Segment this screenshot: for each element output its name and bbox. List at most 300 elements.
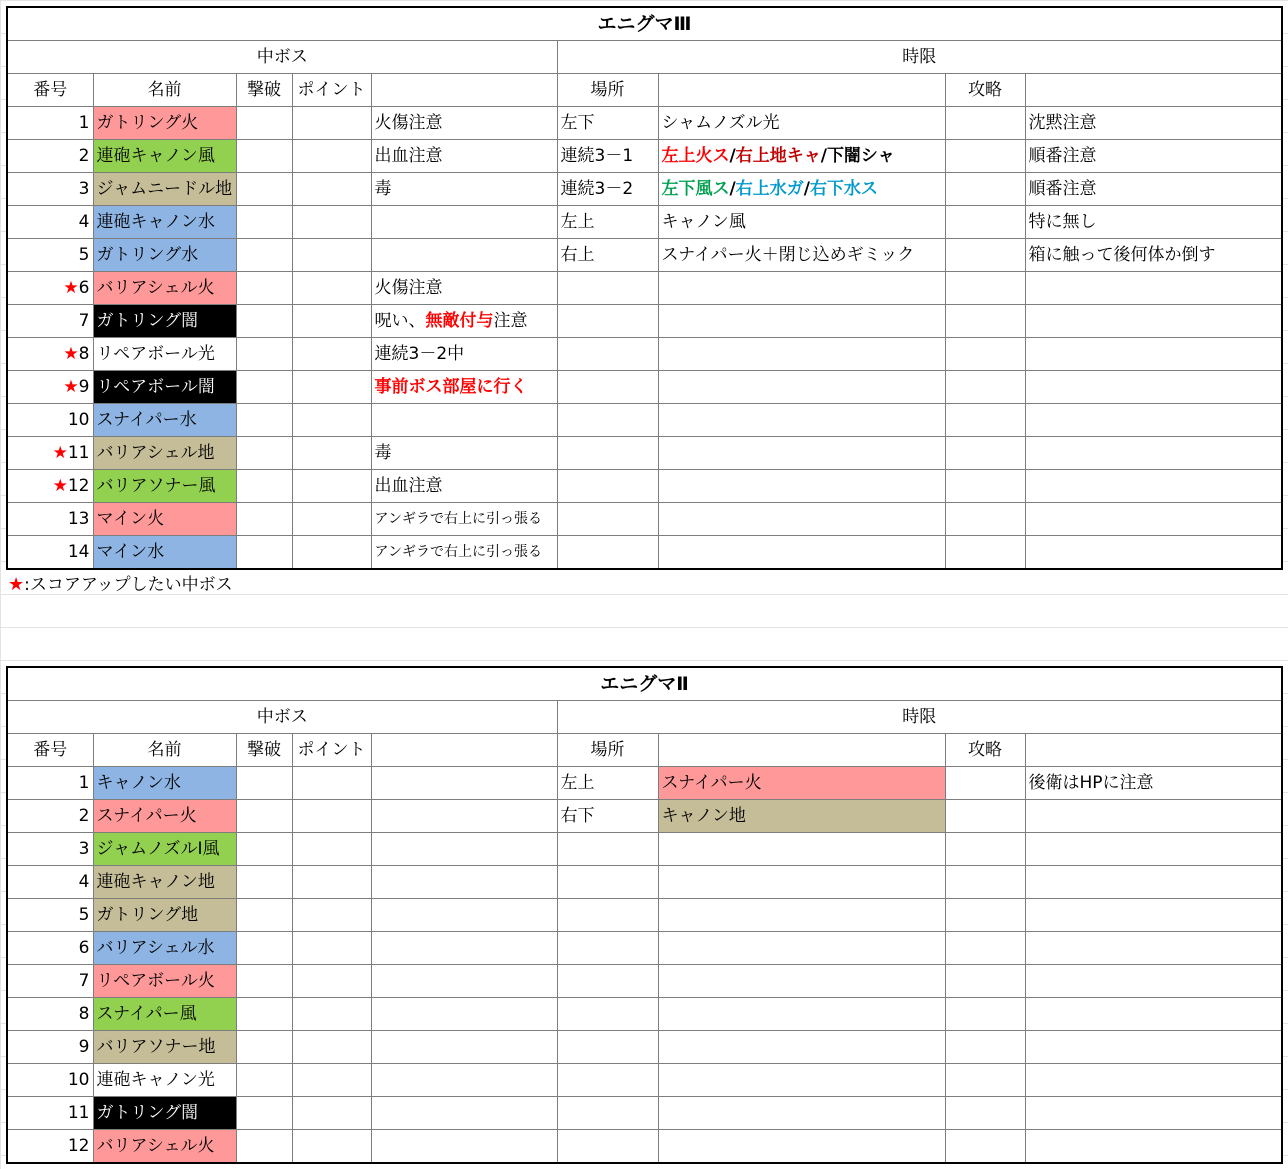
number-cell[interactable]: 12 — [7, 1130, 93, 1164]
target-cell[interactable] — [658, 338, 945, 371]
header-target[interactable] — [658, 734, 945, 767]
attack-note-cell[interactable] — [1025, 932, 1282, 965]
number-cell[interactable]: 2 — [7, 800, 93, 833]
name-cell[interactable]: バリアソナー風 — [93, 470, 236, 503]
attack-cell[interactable] — [945, 833, 1025, 866]
defeat-cell[interactable] — [236, 932, 292, 965]
place-cell[interactable]: 右下 — [557, 800, 658, 833]
attack-cell[interactable] — [945, 140, 1025, 173]
target-cell[interactable] — [658, 272, 945, 305]
target-cell[interactable] — [658, 404, 945, 437]
header-place[interactable]: 場所 — [557, 734, 658, 767]
note-cell[interactable] — [371, 800, 557, 833]
name-cell[interactable]: リペアボール闇 — [93, 371, 236, 404]
name-cell[interactable]: マイン火 — [93, 503, 236, 536]
attack-note-cell[interactable] — [1025, 437, 1282, 470]
table-row — [7, 866, 1282, 899]
table-row — [7, 470, 1282, 503]
number-cell[interactable] — [7, 503, 93, 536]
defeat-cell[interactable] — [236, 1097, 292, 1130]
attack-note-cell[interactable] — [1025, 404, 1282, 437]
point-cell[interactable] — [292, 965, 371, 998]
name-cell[interactable]: ガトリング闇 — [93, 305, 236, 338]
defeat-cell[interactable] — [236, 1130, 292, 1164]
table-row — [7, 404, 1282, 437]
number-text: 6 — [78, 278, 90, 298]
header-attack-note[interactable] — [1025, 734, 1282, 767]
point-cell[interactable] — [292, 899, 371, 932]
attack-cell[interactable] — [945, 206, 1025, 239]
number-cell[interactable]: 11 — [7, 1097, 93, 1130]
place-cell[interactable] — [557, 932, 658, 965]
place-cell[interactable]: 右上 — [557, 239, 658, 272]
defeat-cell[interactable] — [236, 239, 292, 272]
note-cell[interactable]: アンギラで右上に引っ張る — [371, 503, 557, 536]
number-cell[interactable]: 5 — [7, 899, 93, 932]
note-cell[interactable]: 出血注意 — [371, 470, 557, 503]
name-cell[interactable]: ジャムニードル地 — [93, 173, 236, 206]
number-text: 3 — [78, 179, 90, 199]
attack-cell[interactable] — [945, 1031, 1025, 1064]
point-cell[interactable] — [292, 206, 371, 239]
place-cell[interactable] — [557, 866, 658, 899]
point-cell[interactable] — [292, 305, 371, 338]
table-row — [7, 272, 1282, 305]
number-cell[interactable]: 8 — [7, 998, 93, 1031]
point-cell[interactable] — [292, 1064, 371, 1097]
name-cell[interactable]: バリアシェル火 — [93, 1130, 236, 1164]
point-cell[interactable] — [292, 1130, 371, 1164]
note-cell[interactable] — [371, 1064, 557, 1097]
point-cell[interactable] — [292, 272, 371, 305]
note-cell[interactable]: 毒 — [371, 437, 557, 470]
place-cell[interactable]: 左上 — [557, 767, 658, 800]
table-row — [7, 1130, 1282, 1164]
note-cell[interactable]: 火傷注意 — [371, 107, 557, 140]
place-cell[interactable] — [557, 1064, 658, 1097]
number-text: 9 — [78, 377, 90, 397]
defeat-cell[interactable] — [236, 371, 292, 404]
point-cell[interactable] — [292, 536, 371, 570]
number-cell[interactable]: 4 — [7, 866, 93, 899]
place-cell[interactable] — [557, 899, 658, 932]
legend-text: :スコアアップしたい中ボス — [24, 575, 233, 595]
number-cell[interactable]: 3 — [7, 833, 93, 866]
header-name[interactable]: 名前 — [93, 74, 236, 107]
attack-cell[interactable] — [945, 173, 1025, 206]
note-cell[interactable] — [371, 404, 557, 437]
number-cell[interactable] — [7, 371, 93, 404]
number-cell[interactable] — [7, 437, 93, 470]
defeat-cell[interactable] — [236, 437, 292, 470]
name-cell[interactable]: ガトリング水 — [93, 239, 236, 272]
attack-cell[interactable] — [945, 470, 1025, 503]
number-cell[interactable] — [7, 536, 93, 570]
attack-cell[interactable] — [945, 1064, 1025, 1097]
note-cell[interactable]: 連続3－2中 — [371, 338, 557, 371]
defeat-cell[interactable] — [236, 338, 292, 371]
section-timed[interactable]: 時限 — [557, 701, 1282, 734]
attack-note-cell[interactable] — [1025, 1064, 1282, 1097]
name-cell[interactable]: リペアボール火 — [93, 965, 236, 998]
header-target[interactable] — [658, 74, 945, 107]
target-cell[interactable] — [658, 1130, 945, 1164]
table-row — [7, 800, 1282, 833]
attack-note-cell[interactable] — [1025, 866, 1282, 899]
point-cell[interactable] — [292, 866, 371, 899]
target-cell[interactable] — [658, 371, 945, 404]
number-text: 12 — [67, 476, 90, 496]
header-number[interactable]: 番号 — [7, 74, 93, 107]
table-row — [7, 932, 1282, 965]
attack-cell[interactable] — [945, 437, 1025, 470]
table-row — [7, 371, 1282, 404]
attack-cell[interactable] — [945, 965, 1025, 998]
number-cell[interactable] — [7, 305, 93, 338]
table-row — [7, 338, 1282, 371]
name-cell[interactable]: バリアソナー地 — [93, 1031, 236, 1064]
place-cell[interactable] — [557, 272, 658, 305]
point-cell[interactable] — [292, 338, 371, 371]
place-cell[interactable] — [557, 470, 658, 503]
table-row — [7, 503, 1282, 536]
target-part: 右上地キャ — [735, 146, 821, 166]
name-cell[interactable]: ジャムノズルI風 — [93, 833, 236, 866]
point-cell[interactable] — [292, 371, 371, 404]
place-cell[interactable] — [557, 338, 658, 371]
point-cell[interactable] — [292, 932, 371, 965]
name-cell[interactable]: キャノン水 — [93, 767, 236, 800]
name-cell[interactable]: ガトリング闇 — [93, 1097, 236, 1130]
star-icon: ★ — [63, 377, 79, 397]
target-cell[interactable]: スナイパー火＋閉じ込めギミック — [658, 239, 945, 272]
target-part: 左下風ス — [661, 179, 730, 199]
header-name[interactable]: 名前 — [93, 734, 236, 767]
note-cell[interactable] — [371, 932, 557, 965]
place-cell[interactable] — [557, 1031, 658, 1064]
target-cell[interactable] — [658, 932, 945, 965]
attack-note-cell[interactable] — [1025, 965, 1282, 998]
note-cell[interactable]: 事前ボス部屋に行く — [371, 371, 557, 404]
header-attack-note[interactable] — [1025, 74, 1282, 107]
place-cell[interactable] — [557, 305, 658, 338]
defeat-cell[interactable] — [236, 536, 292, 570]
attack-cell[interactable] — [945, 404, 1025, 437]
header-attack[interactable]: 攻略 — [945, 734, 1025, 767]
target-cell[interactable]: キャノン地 — [658, 800, 945, 833]
header-place[interactable]: 場所 — [557, 74, 658, 107]
attack-cell[interactable] — [945, 338, 1025, 371]
number-cell[interactable] — [7, 173, 93, 206]
star-icon: ★ — [63, 278, 79, 298]
point-cell[interactable] — [292, 767, 371, 800]
note-cell[interactable]: アンギラで右上に引っ張る — [371, 536, 557, 570]
defeat-cell[interactable] — [236, 107, 292, 140]
table-row — [7, 305, 1282, 338]
table-row — [7, 833, 1282, 866]
place-cell[interactable] — [557, 371, 658, 404]
name-cell[interactable]: バリアシェル水 — [93, 932, 236, 965]
attack-note-cell[interactable]: 箱に触って後何体か倒す — [1025, 239, 1282, 272]
target-cell[interactable]: キャノン風 — [658, 206, 945, 239]
name-cell[interactable]: 連砲キャノン風 — [93, 140, 236, 173]
attack-note-cell[interactable] — [1025, 998, 1282, 1031]
name-cell[interactable]: バリアシェル地 — [93, 437, 236, 470]
defeat-cell[interactable] — [236, 1064, 292, 1097]
number-cell[interactable] — [7, 470, 93, 503]
number-cell[interactable] — [7, 206, 93, 239]
number-cell[interactable]: 1 — [7, 767, 93, 800]
target-cell[interactable] — [658, 965, 945, 998]
place-cell[interactable] — [557, 833, 658, 866]
note-cell[interactable] — [371, 1097, 557, 1130]
note-part: 無敵付与 — [425, 311, 494, 331]
attack-cell[interactable] — [945, 1130, 1025, 1164]
number-cell[interactable] — [7, 140, 93, 173]
point-cell[interactable] — [292, 107, 371, 140]
enigma2-table — [6, 666, 1283, 1164]
number-cell[interactable]: 7 — [7, 965, 93, 998]
header-attack[interactable]: 攻略 — [945, 74, 1025, 107]
place-cell[interactable]: 左下 — [557, 107, 658, 140]
attack-note-cell[interactable]: 順番注意 — [1025, 173, 1282, 206]
header-point[interactable]: ポイント — [292, 734, 371, 767]
target-cell[interactable] — [658, 1064, 945, 1097]
attack-cell[interactable] — [945, 239, 1025, 272]
target-cell[interactable] — [658, 305, 945, 338]
header-note[interactable] — [371, 74, 557, 107]
attack-cell[interactable] — [945, 272, 1025, 305]
name-cell[interactable]: ガトリング火 — [93, 107, 236, 140]
attack-note-cell[interactable] — [1025, 536, 1282, 570]
number-cell[interactable]: 9 — [7, 1031, 93, 1064]
defeat-cell[interactable] — [236, 173, 292, 206]
target-sep: / — [729, 146, 736, 166]
legend[interactable] — [8, 573, 233, 597]
name-cell[interactable]: マイン水 — [93, 536, 236, 570]
attack-note-cell[interactable]: 後衛はHPに注意 — [1025, 767, 1282, 800]
point-cell[interactable] — [292, 833, 371, 866]
attack-cell[interactable] — [945, 107, 1025, 140]
defeat-cell[interactable] — [236, 899, 292, 932]
name-cell[interactable]: スナイパー火 — [93, 800, 236, 833]
number-text: 7 — [78, 311, 90, 331]
point-cell[interactable] — [292, 437, 371, 470]
place-cell[interactable]: 連続3－1 — [557, 140, 658, 173]
attack-note-cell[interactable] — [1025, 503, 1282, 536]
note-cell[interactable] — [371, 998, 557, 1031]
attack-note-cell[interactable]: 特に無し — [1025, 206, 1282, 239]
number-cell[interactable] — [7, 404, 93, 437]
number-cell[interactable] — [7, 272, 93, 305]
attack-cell[interactable] — [945, 371, 1025, 404]
target-cell[interactable]: シャムノズル光 — [658, 107, 945, 140]
header-defeat[interactable]: 撃破 — [236, 74, 292, 107]
target-cell[interactable] — [658, 503, 945, 536]
attack-cell[interactable] — [945, 1097, 1025, 1130]
name-cell[interactable]: スナイパー水 — [93, 404, 236, 437]
target-cell[interactable] — [658, 1031, 945, 1064]
target-cell[interactable] — [658, 437, 945, 470]
attack-note-cell[interactable] — [1025, 1097, 1282, 1130]
attack-cell[interactable] — [945, 800, 1025, 833]
attack-note-cell[interactable] — [1025, 899, 1282, 932]
defeat-cell[interactable] — [236, 404, 292, 437]
point-cell[interactable] — [292, 470, 371, 503]
target-cell[interactable] — [658, 833, 945, 866]
target-cell[interactable]: スナイパー火 — [658, 767, 945, 800]
place-cell[interactable] — [557, 437, 658, 470]
target-cell[interactable] — [658, 470, 945, 503]
section-midboss[interactable]: 中ボス — [7, 41, 557, 74]
defeat-cell[interactable] — [236, 833, 292, 866]
attack-cell[interactable] — [945, 998, 1025, 1031]
name-cell[interactable]: 連砲キャノン水 — [93, 206, 236, 239]
point-cell[interactable] — [292, 998, 371, 1031]
number-cell[interactable] — [7, 239, 93, 272]
name-cell[interactable]: 連砲キャノン光 — [93, 1064, 236, 1097]
attack-note-cell[interactable] — [1025, 338, 1282, 371]
defeat-cell[interactable] — [236, 305, 292, 338]
header-defeat[interactable]: 撃破 — [236, 734, 292, 767]
target-part: 右上水ガ — [735, 179, 804, 199]
attack-note-cell[interactable] — [1025, 305, 1282, 338]
place-cell[interactable]: 左上 — [557, 206, 658, 239]
attack-note-cell[interactable] — [1025, 1031, 1282, 1064]
star-icon: ★ — [52, 443, 68, 463]
note-cell[interactable] — [371, 833, 557, 866]
point-cell[interactable] — [292, 404, 371, 437]
defeat-cell[interactable] — [236, 1031, 292, 1064]
number-cell[interactable]: 6 — [7, 932, 93, 965]
point-cell[interactable] — [292, 800, 371, 833]
attack-note-cell[interactable] — [1025, 800, 1282, 833]
place-cell[interactable] — [557, 1097, 658, 1130]
target-cell[interactable] — [658, 173, 945, 206]
header-point[interactable]: ポイント — [292, 74, 371, 107]
table-row — [7, 899, 1282, 932]
table-row — [7, 173, 1282, 206]
place-cell[interactable]: 連続3－2 — [557, 173, 658, 206]
table-row — [7, 536, 1282, 570]
section-timed[interactable]: 時限 — [557, 41, 1282, 74]
attack-note-cell[interactable] — [1025, 371, 1282, 404]
target-cell[interactable] — [658, 998, 945, 1031]
point-cell[interactable] — [292, 239, 371, 272]
note-cell[interactable] — [371, 899, 557, 932]
place-cell[interactable] — [557, 1130, 658, 1164]
place-cell[interactable] — [557, 404, 658, 437]
point-cell[interactable] — [292, 1031, 371, 1064]
name-cell[interactable]: バリアシェル火 — [93, 272, 236, 305]
defeat-cell[interactable] — [236, 140, 292, 173]
name-cell[interactable]: スナイパー風 — [93, 998, 236, 1031]
attack-note-cell[interactable]: 沈黙注意 — [1025, 107, 1282, 140]
target-cell[interactable] — [658, 536, 945, 570]
attack-cell[interactable] — [945, 866, 1025, 899]
number-text: 4 — [78, 212, 90, 232]
table-row — [7, 767, 1282, 800]
sheet-title[interactable]: エニグマⅡ — [7, 667, 1282, 701]
attack-note-cell[interactable] — [1025, 470, 1282, 503]
defeat-cell[interactable] — [236, 866, 292, 899]
attack-note-cell[interactable] — [1025, 272, 1282, 305]
point-cell[interactable] — [292, 1097, 371, 1130]
number-text: 11 — [67, 443, 90, 463]
target-cell[interactable] — [658, 899, 945, 932]
attack-cell[interactable] — [945, 899, 1025, 932]
target-sep: / — [729, 179, 736, 199]
note-cell[interactable] — [371, 1031, 557, 1064]
number-cell[interactable] — [7, 107, 93, 140]
section-midboss[interactable]: 中ボス — [7, 701, 557, 734]
defeat-cell[interactable] — [236, 470, 292, 503]
name-cell[interactable]: リペアボール光 — [93, 338, 236, 371]
note-cell[interactable] — [371, 206, 557, 239]
name-cell[interactable]: 連砲キャノン地 — [93, 866, 236, 899]
attack-cell[interactable] — [945, 536, 1025, 570]
place-cell[interactable] — [557, 965, 658, 998]
table-row — [7, 437, 1282, 470]
note-cell[interactable] — [371, 305, 557, 338]
note-cell[interactable] — [371, 965, 557, 998]
target-cell[interactable] — [658, 1097, 945, 1130]
defeat-cell[interactable] — [236, 272, 292, 305]
note-cell[interactable] — [371, 239, 557, 272]
number-text: 1 — [78, 113, 90, 133]
attack-cell[interactable] — [945, 932, 1025, 965]
attack-note-cell[interactable] — [1025, 1130, 1282, 1164]
defeat-cell[interactable] — [236, 767, 292, 800]
place-cell[interactable] — [557, 998, 658, 1031]
header-note[interactable] — [371, 734, 557, 767]
enigma3-table — [6, 6, 1283, 570]
attack-cell[interactable] — [945, 767, 1025, 800]
number-cell[interactable]: 10 — [7, 1064, 93, 1097]
star-icon: ★ — [52, 476, 68, 496]
point-cell[interactable] — [292, 140, 371, 173]
target-part: 下闇シャ — [826, 146, 895, 166]
attack-note-cell[interactable]: 順番注意 — [1025, 140, 1282, 173]
note-cell[interactable]: 毒 — [371, 173, 557, 206]
point-cell[interactable] — [292, 173, 371, 206]
note-cell[interactable]: 火傷注意 — [371, 272, 557, 305]
target-cell[interactable] — [658, 140, 945, 173]
note-cell[interactable] — [371, 767, 557, 800]
note-cell[interactable] — [371, 866, 557, 899]
number-cell[interactable] — [7, 338, 93, 371]
attack-cell[interactable] — [945, 503, 1025, 536]
place-cell[interactable] — [557, 503, 658, 536]
note-cell[interactable]: 出血注意 — [371, 140, 557, 173]
sheet-title[interactable]: エニグマⅢ — [7, 7, 1282, 41]
note-cell[interactable] — [371, 1130, 557, 1164]
attack-cell[interactable] — [945, 305, 1025, 338]
attack-note-cell[interactable] — [1025, 833, 1282, 866]
place-cell[interactable] — [557, 536, 658, 570]
target-part: 左上火ス — [661, 146, 730, 166]
defeat-cell[interactable] — [236, 965, 292, 998]
point-cell[interactable] — [292, 503, 371, 536]
defeat-cell[interactable] — [236, 206, 292, 239]
header-number[interactable]: 番号 — [7, 734, 93, 767]
number-text: 2 — [78, 146, 90, 166]
target-cell[interactable] — [658, 866, 945, 899]
defeat-cell[interactable] — [236, 800, 292, 833]
name-cell[interactable]: ガトリング地 — [93, 899, 236, 932]
defeat-cell[interactable] — [236, 998, 292, 1031]
defeat-cell[interactable] — [236, 503, 292, 536]
